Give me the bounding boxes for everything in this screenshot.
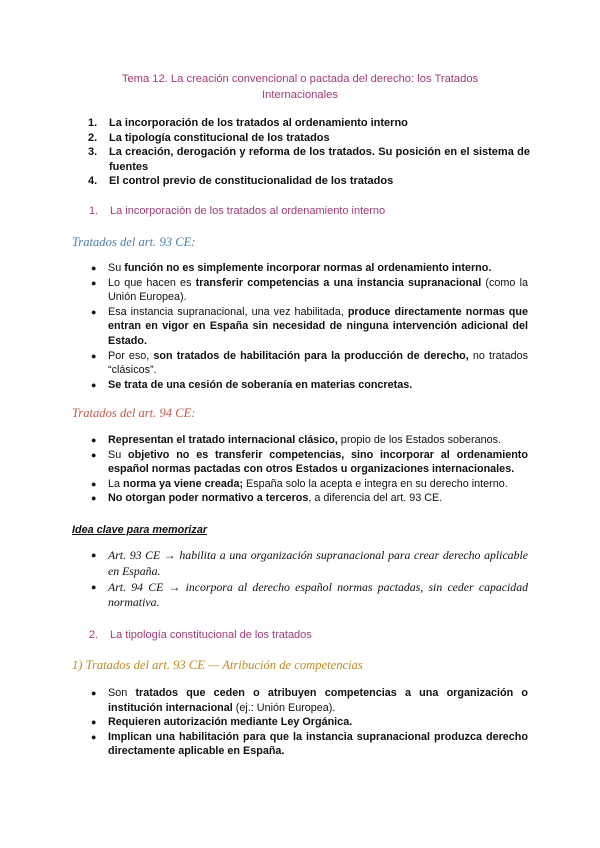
list-item: ● Su función no es simplemente incorporar normas al ordenamiento interno. xyxy=(91,262,492,274)
list-item: ● Implican una habilitación para que la instancia supranacional produzca derecho directamente aplicable en España. xyxy=(91,730,528,758)
title-line-2: Internacionales xyxy=(262,89,338,101)
document-title xyxy=(90,71,510,103)
list-item: ● Art. 94 CE → incorpora al derecho español normas pactadas, sin ceder capacidad normativa. xyxy=(91,579,528,610)
toc-item xyxy=(88,145,530,174)
sub1-bullet-list xyxy=(88,686,528,759)
section-title: La tipología constitucional de los tratados xyxy=(110,629,312,641)
section-2-heading xyxy=(89,628,312,642)
section-number: 1. xyxy=(89,205,99,217)
bullet-marker: ● xyxy=(91,550,97,560)
section-1-heading xyxy=(89,204,385,218)
key-idea-list xyxy=(88,548,528,611)
list-item: ● Su objetivo no es transferir competencias, sino incorporar al ordenamiento español normas pactadas con otros Estados u organizaciones internacionales. xyxy=(91,448,528,476)
bullet-marker: ● xyxy=(91,263,97,273)
section-title: La incorporación de los tratados al ordenamiento interno xyxy=(110,205,386,217)
bullet-marker: ● xyxy=(91,731,97,742)
bullet-marker: ● xyxy=(91,449,97,460)
section-number: 2. xyxy=(89,629,99,641)
list-item: ● Son tratados que ceden o atribuyen competencias a una organización o institución internacional (ej.: Unión Europea). xyxy=(91,687,528,714)
list-item: ● Por eso, son tratados de habilitación para la producción de derecho, no tratados “clásicos”. xyxy=(91,349,528,377)
list-item: ● No otorgan poder normativo a terceros, a diferencia del art. 93 CE. xyxy=(91,492,443,505)
toc-item xyxy=(88,116,530,131)
list-item: ● Se trata de una cesión de soberanía en materias concretas. xyxy=(91,378,413,391)
bullet-marker: ● xyxy=(91,478,97,489)
toc-number: 2. xyxy=(88,131,98,144)
bullet-marker: ● xyxy=(91,379,97,390)
art94-heading: Tratados del art. 94 CE: xyxy=(72,406,196,420)
bullet-marker: ● xyxy=(91,493,97,504)
bullet-marker: ● xyxy=(91,350,97,361)
toc-item xyxy=(88,131,530,146)
bullet-marker: ● xyxy=(91,688,97,698)
list-item: ● La norma ya viene creada; España solo la acepta e integra en su derecho interno. xyxy=(91,477,508,490)
list-item: ● Esa instancia supranacional, una vez habilitada, produce directamente normas que entran en vigor en España sin necesidad de ninguna intervención adicional del Estado. xyxy=(91,305,528,347)
art93-bullet-list xyxy=(88,261,528,392)
table-of-contents xyxy=(88,116,530,189)
toc-text: La tipología constitucional de los tratados xyxy=(109,131,330,144)
art94-bullet-list xyxy=(88,433,528,506)
bullet-marker: ● xyxy=(91,435,97,445)
art93-heading: Tratados del art. 93 CE: xyxy=(72,235,196,249)
list-item: ● Art. 93 CE → habilita a una organización supranacional para crear derecho aplicable en España. xyxy=(91,548,528,578)
bullet-marker: ● xyxy=(91,277,97,288)
toc-text: La incorporación de los tratados al ordenamiento interno xyxy=(109,117,408,129)
toc-number: 1. xyxy=(88,117,98,129)
bullet-marker: ● xyxy=(91,717,97,728)
toc-item xyxy=(88,174,530,189)
key-idea-heading: Idea clave para memorizar xyxy=(72,524,208,536)
sub1-heading: 1) Tratados del art. 93 CE — Atribución de competencias xyxy=(72,658,363,672)
toc-number: 3. xyxy=(88,146,98,159)
list-item: ● Representan el tratado internacional clásico, propio de los Estados soberanos. xyxy=(91,434,502,446)
list-item: ● Requieren autorización mediante Ley Orgánica. xyxy=(91,716,353,729)
list-item: ● Lo que hacen es transferir competencias a una instancia supranacional (como la Unión Europea). xyxy=(91,276,529,304)
bullet-marker: ● xyxy=(91,306,97,317)
toc-number: 4. xyxy=(88,175,98,188)
title-line-1: Tema 12. La creación convencional o pactada del derecho: los Tratados xyxy=(121,73,479,85)
toc-text: El control previo de constitucionalidad de los tratados xyxy=(109,175,394,188)
toc-text: La creación, derogación y reforma de los tratados. Su posición en el sistema de fuentes xyxy=(109,146,530,173)
bullet-marker: ● xyxy=(91,581,97,592)
